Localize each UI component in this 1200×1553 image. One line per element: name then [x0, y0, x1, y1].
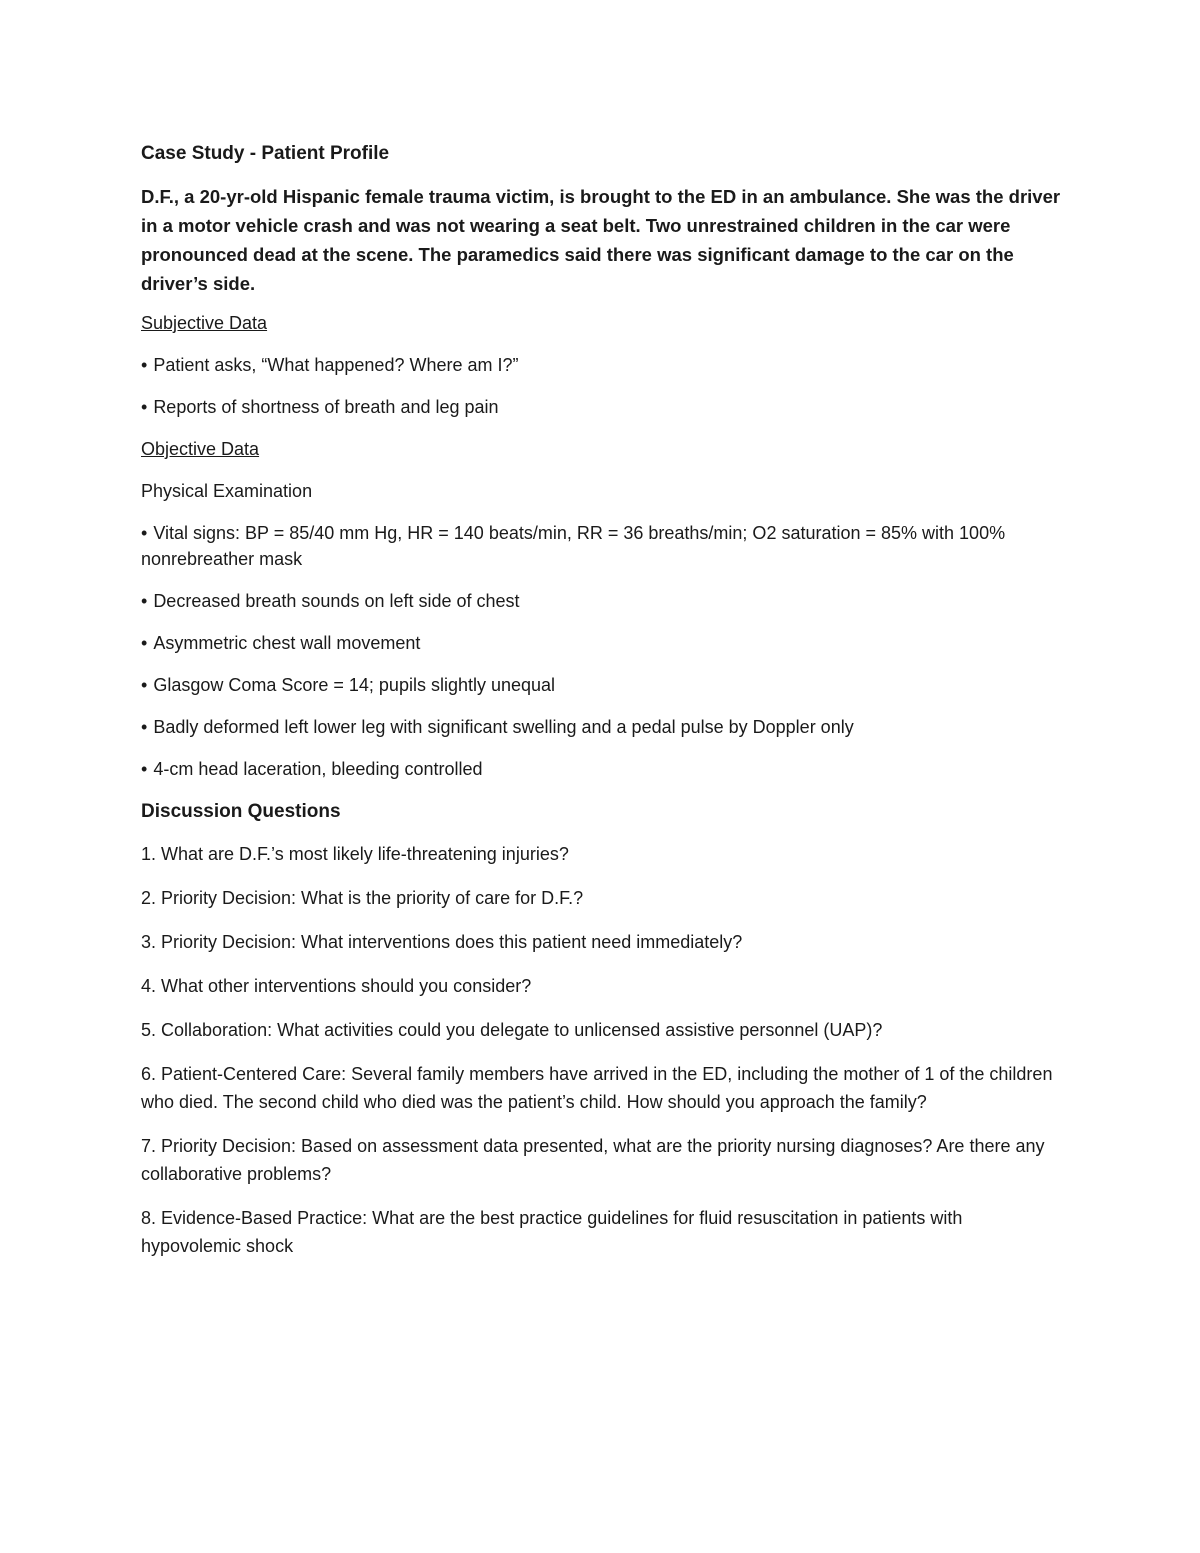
- list-item: • 4-cm head laceration, bleeding controlled: [141, 759, 483, 779]
- list-item: 5. Collaboration: What activities could you delegate to unlicensed assistive personnel (UAP)?: [141, 1020, 883, 1040]
- bullet-glyph: •: [141, 523, 148, 543]
- bullet-glyph: •: [141, 633, 148, 653]
- list-item: • Badly deformed left lower leg with significant swelling and a pedal pulse by Doppler only: [141, 717, 854, 737]
- objective-data-list: [141, 520, 1061, 782]
- document-page: [141, 140, 1061, 1276]
- list-item: 7. Priority Decision: Based on assessment data presented, what are the priority nursing diagnoses? Are there any collaborative problems?: [141, 1136, 1045, 1184]
- bullet-glyph: •: [141, 591, 148, 611]
- bullet-glyph: •: [141, 759, 148, 779]
- list-item: • Asymmetric chest wall movement: [141, 633, 421, 653]
- list-item: 1. What are D.F.’s most likely life-threatening injuries?: [141, 844, 569, 864]
- subjective-data-label: Subjective Data: [141, 313, 268, 333]
- discussion-questions-heading: Discussion Questions: [141, 801, 341, 822]
- bullet-glyph: •: [141, 355, 148, 375]
- subjective-data-list: [141, 352, 1061, 420]
- bullet-glyph: •: [141, 397, 148, 417]
- list-item: 3. Priority Decision: What interventions does this patient need immediately?: [141, 932, 743, 952]
- list-item: • Reports of shortness of breath and leg pain: [141, 397, 499, 417]
- bullet-glyph: •: [141, 675, 148, 695]
- case-intro: D.F., a 20-yr-old Hispanic female trauma victim, is brought to the ED in an ambulance. She was the driver in a motor vehicle crash and was not wearing a seat belt. Two unrestrained children in the car were pronounced dead at the scene. The paramedics said there was significant damage to the car on the driver’s side.: [141, 186, 1061, 294]
- objective-data-label: Objective Data: [141, 439, 260, 459]
- list-item: • Patient asks, “What happened? Where am I?”: [141, 355, 519, 375]
- list-item: 6. Patient-Centered Care: Several family members have arrived in the ED, including the mother of 1 of the children who died. The second child who died was the patient’s child. How should you approach the family?: [141, 1064, 1053, 1112]
- discussion-questions-list: [141, 840, 1061, 1260]
- list-item: • Vital signs: BP = 85/40 mm Hg, HR = 140 beats/min, RR = 36 breaths/min; O2 saturation = 85% with 100% nonrebreather mask: [141, 523, 1006, 569]
- list-item: • Decreased breath sounds on left side of chest: [141, 591, 520, 611]
- list-item: 4. What other interventions should you consider?: [141, 976, 532, 996]
- bullet-glyph: •: [141, 717, 148, 737]
- list-item: • Glasgow Coma Score = 14; pupils slightly unequal: [141, 675, 556, 695]
- list-item: 2. Priority Decision: What is the priority of care for D.F.?: [141, 888, 584, 908]
- document-title: Case Study - Patient Profile: [141, 143, 390, 164]
- physical-examination-label: Physical Examination: [141, 481, 313, 501]
- list-item: 8. Evidence-Based Practice: What are the best practice guidelines for fluid resuscitation in patients with hypovolemic shock: [141, 1208, 963, 1256]
